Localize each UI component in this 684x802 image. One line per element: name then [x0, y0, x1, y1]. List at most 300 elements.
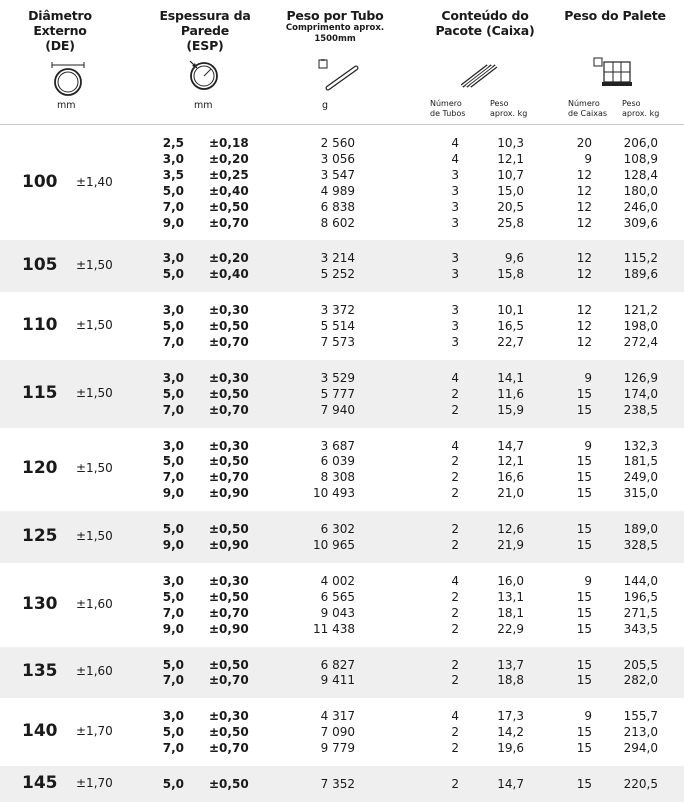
- label-line: Peso: [622, 99, 641, 108]
- tube-weight-value: 3 372: [320, 303, 355, 318]
- table-row: [0, 672, 684, 688]
- boxes-per-pallet-value: 12: [576, 267, 592, 282]
- tubes-per-box-value: 2: [451, 605, 459, 620]
- header-package-weight-label: [490, 99, 527, 118]
- header-esp-abbr: (ESP): [186, 38, 224, 53]
- wall-thickness-value: 3,5: [162, 167, 184, 182]
- tubes-per-box-value: 2: [451, 673, 459, 688]
- header-package-subtitle: Pacote (Caixa): [435, 23, 535, 38]
- tube-weight-value: 5 514: [320, 319, 355, 334]
- box-weight-value: 18,8: [497, 673, 524, 688]
- tube-weight-value: 4 989: [320, 183, 355, 198]
- header-package-tube-count-label: [430, 99, 465, 118]
- boxes-per-pallet-value: 15: [576, 486, 592, 501]
- tubes-per-box-value: 3: [451, 183, 459, 198]
- header-weight-unit: g: [322, 100, 329, 111]
- outer-diameter-value: 100: [22, 171, 58, 192]
- wall-tolerance-value: ±0,70: [209, 673, 249, 688]
- boxes-per-pallet-value: 12: [576, 199, 592, 214]
- boxes-per-pallet-value: 12: [576, 251, 592, 266]
- tubes-per-box-value: 4: [451, 438, 459, 453]
- tube-weight-value: 6 039: [320, 454, 355, 469]
- tubes-per-box-value: 2: [451, 538, 459, 553]
- diameter-group: [0, 240, 684, 292]
- pallet-weight-value: 213,0: [623, 725, 658, 740]
- wall-tolerance-value: ±0,20: [209, 151, 249, 166]
- table-row: [0, 521, 684, 537]
- pallet-icon: [590, 52, 636, 90]
- boxes-per-pallet-value: 12: [576, 319, 592, 334]
- diameter-group: [0, 698, 684, 766]
- tubes-per-box-value: 3: [451, 167, 459, 182]
- boxes-per-pallet-value: 15: [576, 621, 592, 636]
- tube-weight-value: 3 547: [320, 167, 355, 182]
- pallet-weight-value: 246,0: [623, 199, 658, 214]
- wall-thickness-value: 5,0: [162, 589, 184, 604]
- box-weight-value: 12,6: [497, 522, 524, 537]
- pallet-weight-value: 220,5: [623, 777, 658, 792]
- table-row: [0, 485, 684, 501]
- tube-weight-value: 3 056: [320, 151, 355, 166]
- wall-tolerance-value: ±0,30: [209, 709, 249, 724]
- pallet-weight-value: 271,5: [623, 605, 658, 620]
- tubes-per-box-value: 3: [451, 199, 459, 214]
- pallet-weight-value: 121,2: [623, 303, 658, 318]
- outer-diameter-tolerance: ±1,40: [76, 174, 113, 189]
- boxes-per-pallet-value: 12: [576, 167, 592, 182]
- tube-weight-value: 6 565: [320, 589, 355, 604]
- wall-tolerance-value: ±0,30: [209, 438, 249, 453]
- boxes-per-pallet-value: 15: [576, 470, 592, 485]
- box-weight-value: 16,0: [497, 574, 524, 588]
- box-weight-value: 11,6: [497, 386, 524, 401]
- tube-weight-value: 8 308: [320, 470, 355, 485]
- outer-diameter-value: 140: [22, 721, 58, 742]
- table-row: [0, 605, 684, 621]
- wall-tolerance-value: ±0,90: [209, 621, 249, 636]
- table-row: [0, 438, 684, 454]
- wall-thickness-value: 7,0: [162, 402, 184, 417]
- box-weight-value: 14,7: [497, 438, 524, 453]
- wall-thickness-value: 2,5: [162, 136, 184, 150]
- box-weight-value: 14,2: [497, 725, 524, 740]
- tube-weight-value: 3 529: [320, 370, 355, 385]
- table-row: [0, 334, 684, 350]
- tube-weight-value: 7 352: [320, 777, 355, 792]
- diameter-group: [0, 125, 684, 240]
- box-weight-value: 12,1: [497, 151, 524, 166]
- table-row: [0, 266, 684, 282]
- diameter-group: [0, 292, 684, 360]
- table-row: [0, 402, 684, 418]
- pallet-weight-value: 132,3: [623, 438, 658, 453]
- tubes-per-box-value: 4: [451, 136, 459, 150]
- tubes-per-box-value: 2: [451, 522, 459, 537]
- table-row: [0, 199, 684, 215]
- boxes-per-pallet-value: 9: [584, 574, 592, 588]
- pallet-weight-value: 238,5: [623, 402, 658, 417]
- box-weight-value: 14,1: [497, 370, 524, 385]
- outer-diameter-tolerance: ±1,50: [76, 385, 113, 400]
- diameter-group: [0, 360, 684, 428]
- wall-tolerance-value: ±0,50: [209, 725, 249, 740]
- tubes-per-box-value: 4: [451, 574, 459, 588]
- header-pallet-weight-label: [622, 99, 659, 118]
- wall-thickness-value: 3,0: [162, 370, 184, 385]
- header-de-title: Diâmetro Externo: [28, 8, 92, 38]
- wall-tolerance-value: ±0,50: [209, 319, 249, 334]
- header-de-unit: mm: [57, 100, 76, 111]
- table-row: [0, 573, 684, 589]
- pallet-weight-value: 309,6: [623, 215, 658, 230]
- wall-thickness-value: 5,0: [162, 183, 184, 198]
- label-line: Número: [568, 99, 600, 108]
- tube-weight-value: 10 965: [313, 538, 355, 553]
- wall-thickness-value: 7,0: [162, 673, 184, 688]
- tubes-per-box-value: 2: [451, 470, 459, 485]
- pallet-weight-value: 155,7: [623, 709, 658, 724]
- header-weight-length-value: 1500mm: [314, 34, 356, 44]
- label-line: aprox. kg: [622, 108, 660, 118]
- tube-weight-value: 7 090: [320, 725, 355, 740]
- header-outer-diameter: [0, 8, 120, 53]
- tube-weight-value: 9 411: [320, 673, 355, 688]
- table-row: [0, 537, 684, 553]
- table-row: [0, 453, 684, 469]
- wall-tolerance-value: ±0,70: [209, 402, 249, 417]
- boxes-per-pallet-value: 15: [576, 741, 592, 756]
- box-weight-value: 10,1: [497, 303, 524, 318]
- box-weight-value: 20,5: [497, 199, 524, 214]
- pallet-weight-value: 328,5: [623, 538, 658, 553]
- box-weight-value: 10,3: [497, 136, 524, 150]
- tubes-per-box-value: 4: [451, 709, 459, 724]
- tubes-per-box-value: 2: [451, 589, 459, 604]
- wall-tolerance-value: ±0,50: [209, 589, 249, 604]
- box-weight-value: 18,1: [497, 605, 524, 620]
- boxes-per-pallet-value: 12: [576, 215, 592, 230]
- boxes-per-pallet-value: 15: [576, 657, 592, 672]
- outer-diameter-value: 145: [22, 773, 58, 794]
- table-row: [0, 724, 684, 740]
- tubes-per-box-value: 2: [451, 402, 459, 417]
- box-weight-value: 13,7: [497, 657, 524, 672]
- tube-weight-value: 9 043: [320, 605, 355, 620]
- box-weight-value: 19,6: [497, 741, 524, 756]
- tube-weight-value: 3 687: [320, 438, 355, 453]
- outer-diameter-value: 125: [22, 526, 58, 547]
- header-pallet-weight: [555, 8, 675, 23]
- box-weight-value: 22,7: [497, 334, 524, 349]
- boxes-per-pallet-value: 20: [576, 136, 592, 150]
- tubes-per-box-value: 4: [451, 151, 459, 166]
- wall-thickness-value: 9,0: [162, 215, 184, 230]
- table-row: [0, 135, 684, 151]
- header-package-content: [420, 8, 550, 38]
- tube-weight-value: 7 940: [320, 402, 355, 417]
- wall-thickness-value: 3,0: [162, 303, 184, 318]
- tube-weight-value: 5 777: [320, 386, 355, 401]
- wall-tolerance-value: ±0,70: [209, 741, 249, 756]
- table-row: [0, 657, 684, 673]
- wall-tolerance-value: ±0,70: [209, 605, 249, 620]
- tubes-per-box-value: 3: [451, 303, 459, 318]
- wall-tolerance-value: ±0,70: [209, 470, 249, 485]
- header-tube-weight: [275, 8, 395, 45]
- tube-bundle-icon: [458, 56, 500, 90]
- tubes-per-box-value: 2: [451, 657, 459, 672]
- boxes-per-pallet-value: 9: [584, 370, 592, 385]
- outer-diameter-tolerance: ±1,50: [76, 461, 113, 476]
- table-row: [0, 183, 684, 199]
- tubes-per-box-value: 2: [451, 741, 459, 756]
- wall-tolerance-value: ±0,30: [209, 574, 249, 588]
- header-weight-length: Comprimento aprox.: [285, 23, 385, 33]
- wall-thickness-value: 7,0: [162, 605, 184, 620]
- pallet-weight-value: 249,0: [623, 470, 658, 485]
- label-line: de Caixas: [568, 108, 608, 118]
- outer-diameter-tolerance: ±1,60: [76, 664, 113, 679]
- box-weight-value: 13,1: [497, 589, 524, 604]
- pallet-weight-value: 343,5: [623, 621, 658, 636]
- wall-tolerance-value: ±0,70: [209, 334, 249, 349]
- table-row: [0, 215, 684, 231]
- tube-weight-value: 7 573: [320, 334, 355, 349]
- header-wall-thickness: [135, 8, 275, 53]
- box-weight-value: 22,9: [497, 621, 524, 636]
- tube-weight-value: 11 438: [313, 621, 355, 636]
- wall-thickness-value: 9,0: [162, 538, 184, 553]
- tubes-per-box-value: 2: [451, 777, 459, 792]
- tubes-per-box-value: 2: [451, 725, 459, 740]
- wall-thickness-value: 5,0: [162, 319, 184, 334]
- box-weight-value: 12,1: [497, 454, 524, 469]
- pallet-weight-value: 174,0: [623, 386, 658, 401]
- boxes-per-pallet-value: 15: [576, 777, 592, 792]
- wall-thickness-value: 3,0: [162, 574, 184, 588]
- tubes-per-box-value: 2: [451, 486, 459, 501]
- wall-tolerance-value: ±0,50: [209, 522, 249, 537]
- outer-diameter-value: 110: [22, 315, 58, 336]
- outer-diameter-value: 130: [22, 593, 58, 614]
- wall-thickness-value: 7,0: [162, 741, 184, 756]
- diameter-group: [0, 428, 684, 512]
- pallet-weight-value: 206,0: [623, 136, 658, 150]
- box-weight-value: 14,7: [497, 777, 524, 792]
- box-weight-value: 15,0: [497, 183, 524, 198]
- outer-diameter-value: 105: [22, 255, 58, 276]
- weight-tube-icon: [314, 58, 362, 92]
- wall-tolerance-value: ±0,20: [209, 251, 249, 266]
- tubes-per-box-value: 2: [451, 386, 459, 401]
- pallet-weight-value: 272,4: [623, 334, 658, 349]
- tube-weight-value: 6 838: [320, 199, 355, 214]
- tube-weight-value: 8 602: [320, 215, 355, 230]
- pallet-weight-value: 315,0: [623, 486, 658, 501]
- outer-diameter-tolerance: ±1,70: [76, 776, 113, 791]
- wall-thickness-value: 9,0: [162, 486, 184, 501]
- header-esp-title: Espessura da Parede: [159, 8, 251, 38]
- boxes-per-pallet-value: 12: [576, 303, 592, 318]
- box-weight-value: 9,6: [504, 251, 524, 266]
- tube-weight-value: 4 317: [320, 709, 355, 724]
- tube-weight-value: 4 002: [320, 574, 355, 588]
- wall-thickness-value: 5,0: [162, 522, 184, 537]
- header-pallet-title: Peso do Palete: [564, 8, 666, 23]
- table-header: [0, 0, 684, 125]
- tube-weight-value: 6 302: [320, 522, 355, 537]
- wall-tolerance-value: ±0,30: [209, 303, 249, 318]
- pipe-cross-section-icon: [48, 60, 88, 96]
- header-package-title: Conteúdo do: [441, 8, 529, 23]
- diameter-group: [0, 563, 684, 647]
- tube-weight-value: 10 493: [313, 486, 355, 501]
- outer-diameter-value: 135: [22, 661, 58, 682]
- boxes-per-pallet-value: 15: [576, 454, 592, 469]
- pallet-weight-value: 126,9: [623, 370, 658, 385]
- pallet-weight-value: 144,0: [623, 574, 658, 588]
- table-row: [0, 318, 684, 334]
- tube-weight-value: 2 560: [320, 136, 355, 150]
- wall-thickness-value: 7,0: [162, 199, 184, 214]
- outer-diameter-tolerance: ±1,70: [76, 724, 113, 739]
- box-weight-value: 15,9: [497, 402, 524, 417]
- wall-tolerance-value: ±0,50: [209, 199, 249, 214]
- outer-diameter-value: 120: [22, 458, 58, 479]
- box-weight-value: 16,6: [497, 470, 524, 485]
- wall-tolerance-value: ±0,40: [209, 267, 249, 282]
- pallet-weight-value: 180,0: [623, 183, 658, 198]
- box-weight-value: 17,3: [497, 709, 524, 724]
- outer-diameter-tolerance: ±1,50: [76, 258, 113, 273]
- boxes-per-pallet-value: 15: [576, 725, 592, 740]
- box-weight-value: 25,8: [497, 215, 524, 230]
- box-weight-value: 21,0: [497, 486, 524, 501]
- tube-weight-value: 3 214: [320, 251, 355, 266]
- tubes-per-box-value: 2: [451, 454, 459, 469]
- label-line: de Tubos: [430, 108, 466, 118]
- outer-diameter-value: 115: [22, 382, 58, 403]
- pallet-weight-value: 282,0: [623, 673, 658, 688]
- wall-tolerance-value: ±0,25: [209, 167, 249, 182]
- table-row: [0, 167, 684, 183]
- tubes-per-box-value: 3: [451, 267, 459, 282]
- wall-thickness-value: 7,0: [162, 470, 184, 485]
- pallet-weight-value: 198,0: [623, 319, 658, 334]
- label-line: Peso: [490, 99, 509, 108]
- wall-thickness-icon: [186, 56, 222, 92]
- table-row: [0, 776, 684, 792]
- table-row: [0, 621, 684, 637]
- box-weight-value: 16,5: [497, 319, 524, 334]
- boxes-per-pallet-value: 9: [584, 709, 592, 724]
- wall-tolerance-value: ±0,18: [209, 136, 249, 150]
- tube-weight-value: 5 252: [320, 267, 355, 282]
- wall-thickness-value: 5,0: [162, 454, 184, 469]
- boxes-per-pallet-value: 12: [576, 183, 592, 198]
- table-row: [0, 370, 684, 386]
- wall-thickness-value: 3,0: [162, 709, 184, 724]
- table-row: [0, 151, 684, 167]
- wall-thickness-value: 3,0: [162, 151, 184, 166]
- table-row: [0, 469, 684, 485]
- wall-tolerance-value: ±0,50: [209, 386, 249, 401]
- wall-tolerance-value: ±0,90: [209, 486, 249, 501]
- pallet-weight-value: 205,5: [623, 657, 658, 672]
- boxes-per-pallet-value: 9: [584, 151, 592, 166]
- diameter-group: [0, 511, 684, 563]
- tube-weight-value: 6 827: [320, 657, 355, 672]
- header-weight-title: Peso por Tubo: [286, 8, 384, 23]
- wall-tolerance-value: ±0,40: [209, 183, 249, 198]
- pallet-weight-value: 108,9: [623, 151, 658, 166]
- tubes-per-box-value: 3: [451, 319, 459, 334]
- wall-thickness-value: 3,0: [162, 251, 184, 266]
- boxes-per-pallet-value: 15: [576, 538, 592, 553]
- tubes-per-box-value: 3: [451, 215, 459, 230]
- outer-diameter-tolerance: ±1,50: [76, 318, 113, 333]
- box-weight-value: 15,8: [497, 267, 524, 282]
- wall-tolerance-value: ±0,50: [209, 657, 249, 672]
- wall-thickness-value: 5,0: [162, 777, 184, 792]
- wall-tolerance-value: ±0,30: [209, 370, 249, 385]
- wall-thickness-value: 9,0: [162, 621, 184, 636]
- boxes-per-pallet-value: 15: [576, 589, 592, 604]
- pallet-weight-value: 189,0: [623, 522, 658, 537]
- label-line: Número: [430, 99, 462, 108]
- tubes-per-box-value: 3: [451, 334, 459, 349]
- pallet-weight-value: 181,5: [623, 454, 658, 469]
- pallet-weight-value: 294,0: [623, 741, 658, 756]
- diameter-group: [0, 647, 684, 699]
- wall-tolerance-value: ±0,50: [209, 777, 249, 792]
- tubes-per-box-value: 4: [451, 370, 459, 385]
- table-row: [0, 386, 684, 402]
- table-row: [0, 740, 684, 756]
- table-row: [0, 250, 684, 266]
- wall-thickness-value: 5,0: [162, 657, 184, 672]
- header-pallet-box-count-label: [568, 99, 607, 118]
- table-row: [0, 589, 684, 605]
- wall-tolerance-value: ±0,70: [209, 215, 249, 230]
- table-row: [0, 302, 684, 318]
- outer-diameter-tolerance: ±1,60: [76, 596, 113, 611]
- boxes-per-pallet-value: 15: [576, 522, 592, 537]
- boxes-per-pallet-value: 12: [576, 334, 592, 349]
- boxes-per-pallet-value: 15: [576, 386, 592, 401]
- boxes-per-pallet-value: 15: [576, 605, 592, 620]
- tube-weight-value: 9 779: [320, 741, 355, 756]
- pallet-weight-value: 196,5: [623, 589, 658, 604]
- pallet-weight-value: 189,6: [623, 267, 658, 282]
- wall-thickness-value: 5,0: [162, 267, 184, 282]
- wall-tolerance-value: ±0,50: [209, 454, 249, 469]
- wall-tolerance-value: ±0,90: [209, 538, 249, 553]
- pallet-weight-value: 128,4: [623, 167, 658, 182]
- table-row: [0, 708, 684, 724]
- wall-thickness-value: 7,0: [162, 334, 184, 349]
- box-weight-value: 21,9: [497, 538, 524, 553]
- outer-diameter-tolerance: ±1,50: [76, 529, 113, 544]
- wall-thickness-value: 5,0: [162, 386, 184, 401]
- boxes-per-pallet-value: 9: [584, 438, 592, 453]
- tubes-per-box-value: 2: [451, 621, 459, 636]
- diameter-group: [0, 766, 684, 802]
- label-line: aprox. kg: [490, 108, 528, 118]
- pallet-weight-value: 115,2: [623, 251, 658, 266]
- wall-thickness-value: 5,0: [162, 725, 184, 740]
- box-weight-value: 10,7: [497, 167, 524, 182]
